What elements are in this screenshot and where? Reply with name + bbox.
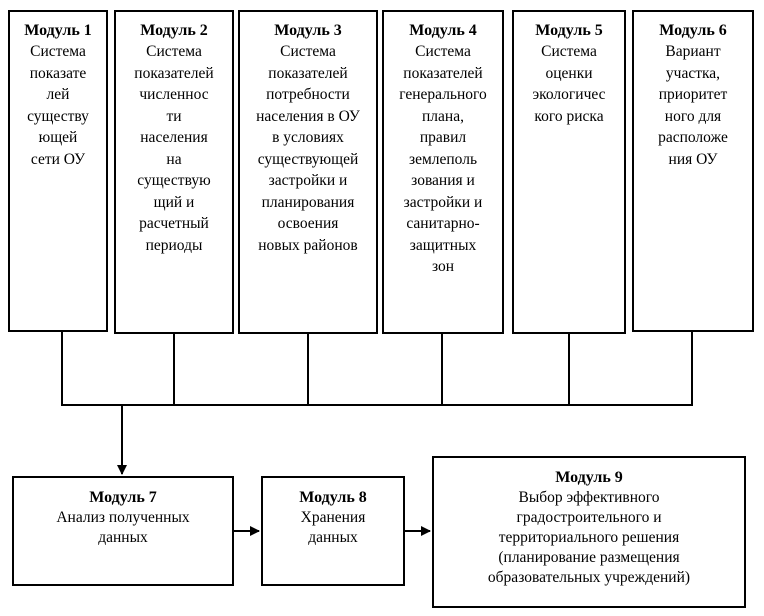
module-7-title: Модуль 7 (89, 489, 157, 506)
module-9-title: Модуль 9 (555, 469, 623, 486)
module-4-box (382, 10, 504, 334)
module-7-description: Анализ полученных данных (56, 509, 190, 546)
module-5-title: Модуль 5 (535, 22, 603, 39)
module-4-title: Модуль 4 (409, 22, 477, 39)
module-8-description: Хранения данных (300, 509, 366, 546)
module-3-description: Система показателей потребности населения в ОУ в условиях существующей застройки и планирования освоения новых районов (256, 43, 360, 254)
module-2-title: Модуль 2 (140, 22, 208, 39)
module-7-box (12, 476, 234, 586)
module-8-box (261, 476, 405, 586)
module-6-title: Модуль 6 (659, 22, 727, 39)
module-2-box (114, 10, 234, 334)
module-6-box (632, 10, 754, 332)
module-3-title: Модуль 3 (274, 22, 342, 39)
module-9-box (432, 456, 746, 608)
module-4-description: Система показателей генерального плана, правил землеполь зования и застройки и санитарно- защитных зон (399, 43, 487, 275)
module-2-description: Система показателей численнос ти населения на существую щий и расчетный периоды (134, 43, 214, 254)
module-1-title: Модуль 1 (24, 22, 92, 39)
module-6-description: Вариант участка, приоритет ного для расположе ния ОУ (658, 43, 728, 168)
module-5-description: Система оценки экологичес кого риска (532, 43, 606, 125)
module-8-title: Модуль 8 (299, 489, 367, 506)
module-1-description: Система показате лей существу ющей сети ОУ (27, 43, 89, 168)
module-3-box (238, 10, 378, 334)
module-1-box (8, 10, 108, 332)
module-5-box (512, 10, 626, 334)
module-9-description: Выбор эффективного градостроительного и территориального решения (планирование размещения образовательных учреждений) (487, 489, 691, 586)
